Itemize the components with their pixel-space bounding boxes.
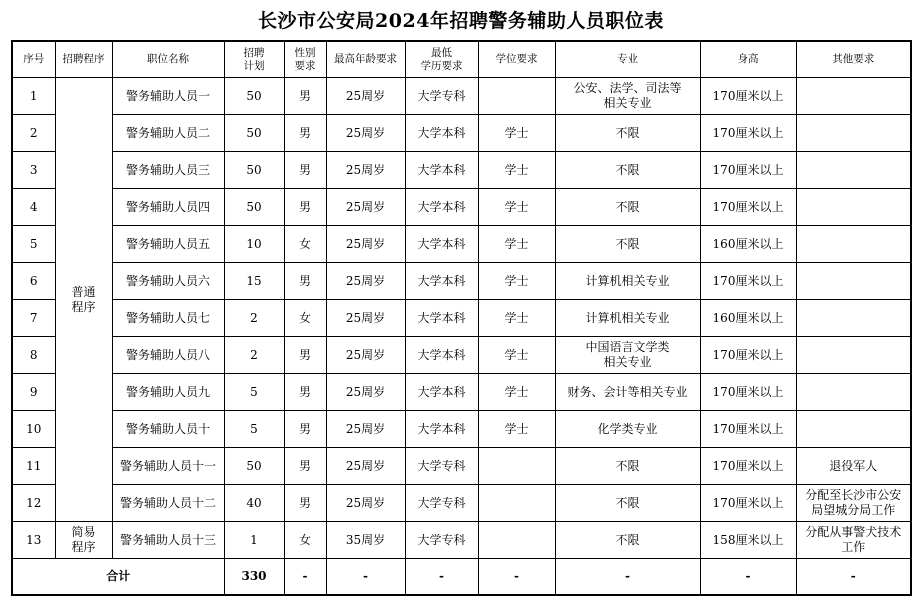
table-row (12, 448, 911, 485)
cell-height: 170厘米以上 (700, 337, 796, 374)
cell-education: 大学专科 (405, 485, 478, 522)
cell-position: 警务辅助人员十二 (112, 485, 224, 522)
cell-plan: 50 (224, 115, 284, 152)
table-row (12, 374, 911, 411)
cell-education: 大学本科 (405, 189, 478, 226)
cell-seq: 4 (12, 189, 55, 226)
table-row (12, 152, 911, 189)
cell-height: 170厘米以上 (700, 189, 796, 226)
cell-seq: 2 (12, 115, 55, 152)
cell-age: 25周岁 (326, 78, 405, 115)
cell-position: 警务辅助人员七 (112, 300, 224, 337)
cell-education: 大学本科 (405, 115, 478, 152)
cell-degree (478, 448, 555, 485)
cell-gender: 男 (284, 115, 326, 152)
cell-height: 170厘米以上 (700, 263, 796, 300)
page-title: 长沙市公安局2024年招聘警务辅助人员职位表 (258, 10, 664, 32)
cell-age: 25周岁 (326, 448, 405, 485)
cell-major: 不限 (555, 522, 700, 559)
cell-position: 警务辅助人员四 (112, 189, 224, 226)
cell-education: 大学专科 (405, 448, 478, 485)
header-degree: 学位要求 (478, 41, 555, 78)
cell-other: 分配至长沙市公安 局望城分局工作 (796, 485, 911, 522)
cell-gender: 女 (284, 226, 326, 263)
cell-degree: 学士 (478, 300, 555, 337)
cell-height: 170厘米以上 (700, 78, 796, 115)
cell-gender: 男 (284, 485, 326, 522)
total-degree: - (478, 559, 555, 596)
positions-table (11, 40, 912, 596)
table-row (12, 337, 911, 374)
cell-seq: 5 (12, 226, 55, 263)
cell-plan: 10 (224, 226, 284, 263)
cell-seq: 9 (12, 374, 55, 411)
cell-age: 25周岁 (326, 337, 405, 374)
cell-degree (478, 485, 555, 522)
cell-gender: 女 (284, 300, 326, 337)
cell-plan: 50 (224, 448, 284, 485)
cell-education: 大学本科 (405, 337, 478, 374)
cell-gender: 男 (284, 448, 326, 485)
cell-other (796, 152, 911, 189)
cell-procedure-simple: 简易 程序 (55, 522, 112, 559)
cell-other (796, 374, 911, 411)
cell-seq: 8 (12, 337, 55, 374)
total-other: - (796, 559, 911, 596)
cell-plan: 40 (224, 485, 284, 522)
cell-gender: 男 (284, 78, 326, 115)
cell-education: 大学专科 (405, 78, 478, 115)
cell-major: 不限 (555, 226, 700, 263)
cell-other: 退役军人 (796, 448, 911, 485)
table-row (12, 78, 911, 115)
cell-education: 大学本科 (405, 374, 478, 411)
table-row (12, 115, 911, 152)
header-plan: 招聘 计划 (224, 41, 284, 78)
cell-major: 不限 (555, 189, 700, 226)
cell-seq: 7 (12, 300, 55, 337)
cell-degree: 学士 (478, 115, 555, 152)
cell-education: 大学本科 (405, 152, 478, 189)
cell-position: 警务辅助人员十一 (112, 448, 224, 485)
cell-gender: 男 (284, 374, 326, 411)
cell-major: 不限 (555, 448, 700, 485)
cell-degree: 学士 (478, 226, 555, 263)
cell-degree: 学士 (478, 263, 555, 300)
cell-age: 25周岁 (326, 300, 405, 337)
cell-age: 25周岁 (326, 411, 405, 448)
cell-other (796, 263, 911, 300)
cell-seq: 12 (12, 485, 55, 522)
cell-height: 170厘米以上 (700, 374, 796, 411)
cell-gender: 女 (284, 522, 326, 559)
cell-age: 25周岁 (326, 374, 405, 411)
cell-gender: 男 (284, 152, 326, 189)
cell-plan: 50 (224, 152, 284, 189)
header-major: 专业 (555, 41, 700, 78)
cell-other (796, 300, 911, 337)
cell-position: 警务辅助人员二 (112, 115, 224, 152)
cell-height: 160厘米以上 (700, 226, 796, 263)
cell-seq: 10 (12, 411, 55, 448)
cell-major: 不限 (555, 152, 700, 189)
total-major: - (555, 559, 700, 596)
cell-plan: 5 (224, 411, 284, 448)
cell-education: 大学本科 (405, 226, 478, 263)
cell-position: 警务辅助人员六 (112, 263, 224, 300)
cell-major: 公安、法学、司法等 相关专业 (555, 78, 700, 115)
cell-age: 25周岁 (326, 226, 405, 263)
table-row (12, 300, 911, 337)
cell-plan: 1 (224, 522, 284, 559)
cell-seq: 6 (12, 263, 55, 300)
cell-other (796, 226, 911, 263)
cell-seq: 1 (12, 78, 55, 115)
cell-major: 中国语言文学类 相关专业 (555, 337, 700, 374)
cell-position: 警务辅助人员三 (112, 152, 224, 189)
cell-plan: 50 (224, 189, 284, 226)
cell-other (796, 411, 911, 448)
cell-major: 不限 (555, 485, 700, 522)
table-row (12, 263, 911, 300)
cell-major: 财务、会计等相关专业 (555, 374, 700, 411)
cell-height: 170厘米以上 (700, 448, 796, 485)
cell-plan: 5 (224, 374, 284, 411)
cell-seq: 11 (12, 448, 55, 485)
cell-gender: 男 (284, 263, 326, 300)
total-plan: 330 (224, 559, 284, 596)
cell-age: 25周岁 (326, 115, 405, 152)
cell-seq: 13 (12, 522, 55, 559)
cell-position: 警务辅助人员十三 (112, 522, 224, 559)
cell-gender: 男 (284, 411, 326, 448)
cell-height: 158厘米以上 (700, 522, 796, 559)
cell-age: 25周岁 (326, 263, 405, 300)
cell-seq: 3 (12, 152, 55, 189)
cell-other (796, 115, 911, 152)
table-total-row (12, 559, 911, 596)
cell-degree: 学士 (478, 411, 555, 448)
cell-education: 大学本科 (405, 300, 478, 337)
cell-plan: 2 (224, 337, 284, 374)
header-procedure: 招聘程序 (55, 41, 112, 78)
cell-procedure-normal: 普通 程序 (55, 78, 112, 522)
cell-position: 警务辅助人员五 (112, 226, 224, 263)
cell-height: 170厘米以上 (700, 411, 796, 448)
cell-education: 大学本科 (405, 263, 478, 300)
cell-gender: 男 (284, 337, 326, 374)
header-education: 最低 学历要求 (405, 41, 478, 78)
cell-age: 25周岁 (326, 485, 405, 522)
table-row (12, 189, 911, 226)
cell-plan: 2 (224, 300, 284, 337)
total-label: 合计 (12, 559, 224, 596)
cell-education: 大学专科 (405, 522, 478, 559)
cell-height: 160厘米以上 (700, 300, 796, 337)
total-education: - (405, 559, 478, 596)
cell-degree (478, 78, 555, 115)
header-age: 最高年龄要求 (326, 41, 405, 78)
cell-height: 170厘米以上 (700, 115, 796, 152)
header-other: 其他要求 (796, 41, 911, 78)
cell-other (796, 78, 911, 115)
cell-other: 分配从事警犬技术 工作 (796, 522, 911, 559)
cell-position: 警务辅助人员一 (112, 78, 224, 115)
cell-major: 不限 (555, 115, 700, 152)
cell-height: 170厘米以上 (700, 152, 796, 189)
cell-position: 警务辅助人员九 (112, 374, 224, 411)
cell-degree: 学士 (478, 337, 555, 374)
total-gender: - (284, 559, 326, 596)
cell-plan: 50 (224, 78, 284, 115)
table-row (12, 485, 911, 522)
cell-education: 大学本科 (405, 411, 478, 448)
header-position: 职位名称 (112, 41, 224, 78)
table-row (12, 226, 911, 263)
cell-age: 25周岁 (326, 189, 405, 226)
cell-gender: 男 (284, 189, 326, 226)
total-height: - (700, 559, 796, 596)
cell-major: 计算机相关专业 (555, 300, 700, 337)
total-age: - (326, 559, 405, 596)
cell-plan: 15 (224, 263, 284, 300)
cell-degree: 学士 (478, 152, 555, 189)
cell-other (796, 337, 911, 374)
cell-height: 170厘米以上 (700, 485, 796, 522)
header-height: 身高 (700, 41, 796, 78)
cell-position: 警务辅助人员十 (112, 411, 224, 448)
table-header-row (12, 41, 911, 78)
table-row (12, 522, 911, 559)
table-row (12, 411, 911, 448)
cell-position: 警务辅助人员八 (112, 337, 224, 374)
cell-degree: 学士 (478, 189, 555, 226)
cell-age: 25周岁 (326, 152, 405, 189)
cell-other (796, 189, 911, 226)
header-seq: 序号 (12, 41, 55, 78)
cell-degree (478, 522, 555, 559)
cell-degree: 学士 (478, 374, 555, 411)
header-gender: 性别 要求 (284, 41, 326, 78)
cell-age: 35周岁 (326, 522, 405, 559)
cell-major: 计算机相关专业 (555, 263, 700, 300)
cell-major: 化学类专业 (555, 411, 700, 448)
